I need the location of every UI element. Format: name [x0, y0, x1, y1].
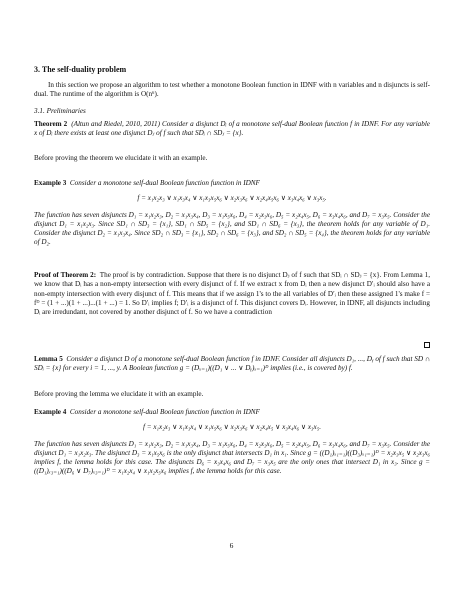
example-4-text: The function has seven disjuncts D₁ = x₁x₂x₃, D₂ = x₁x₃x₄, D₃ = x₁x₅x₆, D₄ = x₂x₃x₆, D₅ = x₂x₄x₅, D₆ = x₃x₄x₆, and D₇ = x₃x₅. Consider the disjunct D₁ = x₁x₂x₃. The disjunct D₃ = x₁x₅x₆ is the only disjunct that intersects D₁ in x₁. Since g = ((D₁)ₓ₁₌₁)((D₃)ₓ₁₌₁)ᴰ = x₂x₃x₅ ∨ x₂x₃x₆ implies f, the lemma holds for this case. The disjuncts D₆ = x₃x₄x₆ and D₇ = x₃x₅ are the only ones that intersect D₁ in x₃. Since g = ((D₁)ₓ₃₌₁)((D₆ ∨ D₇)ₓ₃₌₁)ᴰ = x₁x₂x₄ ∨ x₁x₂x₅x₆ implies f, the lemma holds for this case.	[34, 439, 430, 476]
example-4-formula: f = x₁x₂x₃ ∨ x₁x₃x₄ ∨ x₁x₅x₆ ∨ x₂x₃x₆ ∨ x₂x₄x₅ ∨ x₃x₄x₆ ∨ x₃x₅.	[143, 423, 321, 432]
example-3-statement: Consider a monotone self-dual Boolean function function in IDNF	[69, 179, 260, 187]
example-3-label: Example 3	[34, 179, 67, 187]
example-3-text: The function has seven disjuncts D₁ = x₁x₂x₃, D₂ = x₁x₃x₄, D₃ = x₁x₅x₆, D₄ = x₂x₃x₆, D₅ = x₂x₄x₅, D₆ = x₃x₄x₆, and D₇ = x₃x₅. Consider the disjunct D₁ = x₁x₂x₃. Since SD₁ ∩ SD₃ = {x₁}, SD₁ ∩ SD₅ = {x₂}, and SD₁ ∩ SD₆ = {x₃}, the theorem holds for any variable of D₁. Consider the disjunct D₂ = x₁x₃x₄. Since SD₂ ∩ SD₃ = {x₁}, SD₂ ∩ SD₆ = {x₃}, and SD₂ ∩ SD₅ = {x₄}, the theorem holds for any variable of D₂.	[34, 210, 430, 247]
before-theorem	[34, 154, 430, 163]
intro-paragraph	[34, 81, 430, 100]
example-3-formula: f = x₁x₂x₃ ∨ x₁x₃x₄ ∨ x₁x₃x₅x₆ ∨ x₂x₃x₆ ∨ x₂x₄x₅x₆ ∨ x₃x₄x₆ ∨ x₃x₅.	[137, 194, 327, 203]
theorem-2-label: Theorem 2	[34, 120, 68, 128]
example-3	[34, 179, 430, 248]
subsection-title-text: 3.1. Preliminaries	[34, 107, 86, 115]
intro-text: In this section we propose an algorithm to test whether a monotone Boolean function in IDNF with n variables and n disjuncts is self-dual. The runtime of the algorithm is O(n⁶).	[34, 81, 430, 99]
example-4-statement: Consider a monotone self-dual Boolean function function in IDNF	[69, 408, 260, 416]
page-number: 6	[229, 541, 234, 550]
before-lemma-text: Before proving the lemma we elucidate it with an example.	[34, 390, 204, 398]
before-theorem-text: Before proving the theorem we elucidate it with an example.	[34, 154, 208, 162]
proof-text: The proof is by contradiction. Suppose that there is no disjunct Dⱼ of f such that SDᵢ ∩ SDⱼ = {x}. From Lemma 1, we know that Dᵢ has a non-empty intersection with every disjunct of f. If we extract x from Dᵢ then a new disjunct D′ᵢ should also have a non-empty intersection with every disjunct of f. This means that if we assign 1's to the all variables of D′ᵢ then these assigned 1's make f = fᴰ = (1 + ...)(1 + ...)...(1 + ...) = 1. So D′ᵢ implies f; D′ᵢ is a disjunct of f. This disjunct covers Dᵢ. However, in IDNF, all disjuncts including Dᵢ are irredundant, not covered by another disjunct of f. So we have a contradiction	[34, 271, 430, 317]
lemma-5-label: Lemma 5	[34, 355, 63, 363]
example-4	[34, 408, 430, 477]
before-lemma	[34, 390, 430, 399]
theorem-2	[34, 120, 430, 139]
lemma-5	[34, 355, 430, 374]
subsection-title	[34, 107, 430, 115]
lemma-5-text: Consider a disjunct D of a monotone self-dual Boolean function f in IDNF. Consider all disjuncts D₁, ..., Dᵧ of f such that SD ∩ SDᵢ = {x} for every i = 1, ..., y. A Boolean function g = (Dₓ₌₁)((D₁ ∨ ... ∨ Dᵧ)ₓ₌₁)ᴰ implies (i.e., is covered by) f.	[34, 355, 430, 373]
proof-label: Proof of Theorem 2:	[34, 271, 97, 279]
example-4-label: Example 4	[34, 408, 67, 416]
theorem-2-text: (Altun and Riedel, 2010, 2011) Consider a disjunct Dᵢ of a monotone self-dual Boolean function f in IDNF. For any variable x of Dᵢ there exists at least one disjunct Dⱼ of f such that SDᵢ ∩ SDⱼ = {x}.	[34, 120, 430, 138]
section-title: 3. The self-duality problem	[34, 65, 127, 74]
proof-theorem-2	[34, 271, 430, 348]
qed-square	[424, 342, 430, 348]
